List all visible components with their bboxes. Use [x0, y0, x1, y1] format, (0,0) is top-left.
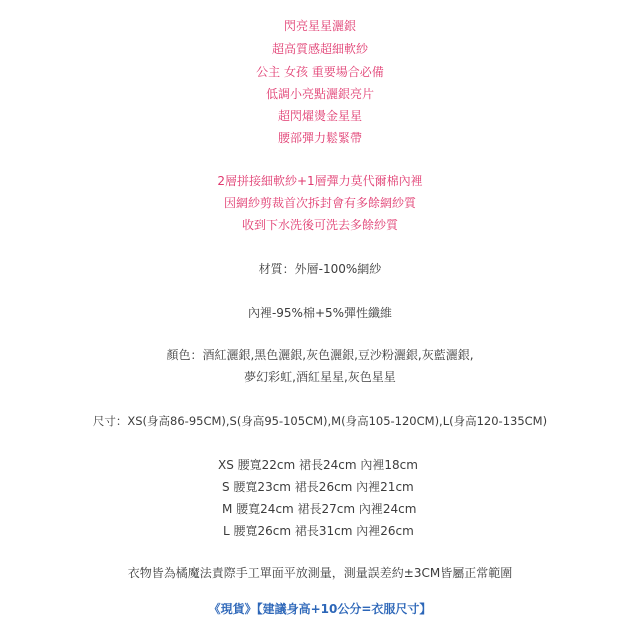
dimension-row-l: L 腰寬26cm 裙長31cm 內裡26cm [223, 524, 414, 538]
lining-line: 收到下水洗後可洗去多餘紗質 [241, 218, 398, 232]
colors-line-1: 顏色：酒紅灑銀,黑色灑銀,灰色灑銀,豆沙粉灑銀,灰藍灑銀, [166, 348, 474, 362]
sizes-line: 尺寸：XS(身高86-95CM),S(身高95-105CM),M(身高105-120CM),L(身高120-135CM) [92, 414, 548, 428]
measure-note: 衣物皆為橘魔法責際手工單面平放測量，測量誤差約±3CM皆屬正常範圍 [127, 566, 513, 580]
feature-line: 超閃燿燙金星星 [277, 109, 362, 123]
feature-line: 閃亮星星灑銀 [283, 19, 356, 33]
lining-line: 因網紗剪裁首次拆封會有多餘網紗質 [223, 196, 416, 210]
material-inner: 內裡-95%棉+5%彈性纖維 [247, 306, 393, 320]
dimension-row-s: S 腰寬23cm 裙長26cm 內裡21cm [222, 480, 414, 494]
feature-line: 公主 女孩 重要場合必備 [256, 65, 384, 79]
colors-line-2: 夢幻彩虹,酒紅星星,灰色星星 [244, 370, 396, 384]
feature-line: 超高質感超細軟紗 [271, 42, 368, 56]
stock-size-note: 《現貨》【建議身高+10公分=衣服尺寸】 [208, 602, 432, 616]
feature-line: 腰部彈力鬆緊帶 [277, 131, 362, 145]
dimension-row-xs: XS 腰寬22cm 裙長24cm 內裡18cm [218, 458, 418, 472]
feature-line: 低調小亮點灑銀亮片 [265, 87, 374, 101]
lining-line: 2層拼接細軟紗+1層彈力莫代爾棉內裡 [217, 174, 423, 188]
dimension-row-m: M 腰寬24cm 裙長27cm 內裡24cm [222, 502, 417, 516]
material-outer: 材質：外層-100%網紗 [258, 262, 382, 276]
